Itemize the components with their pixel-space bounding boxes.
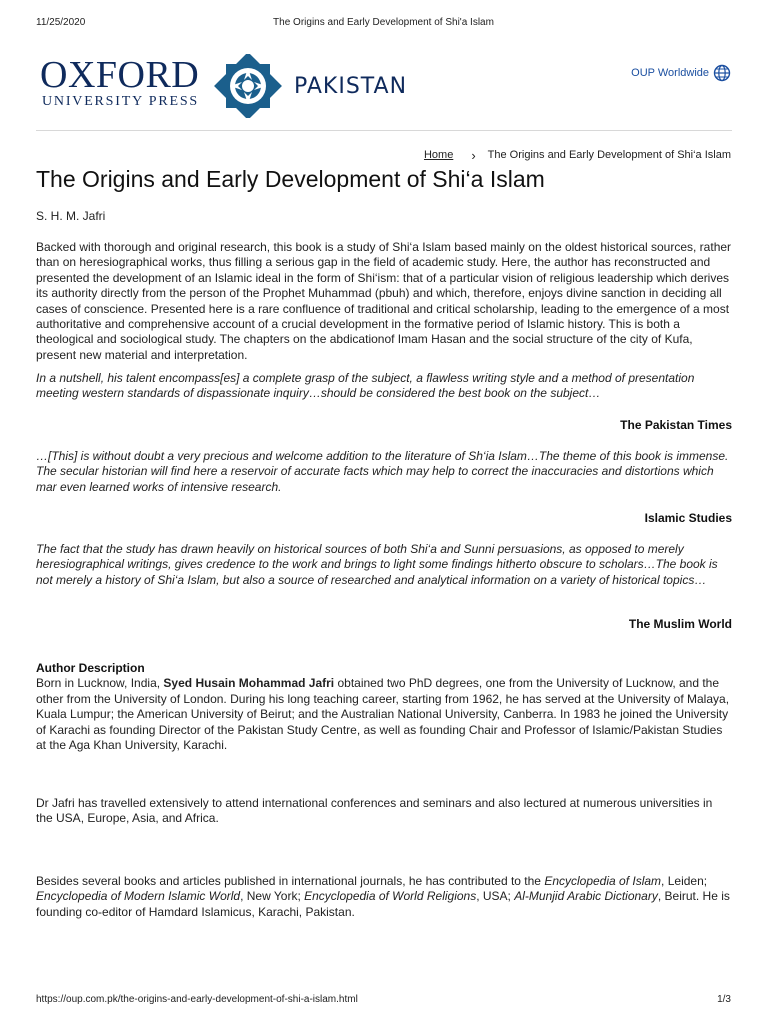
review-source: The Pakistan Times [620,418,732,432]
author-bio-text: Born in Lucknow, India, [36,676,164,691]
print-url: https://oup.com.pk/the-origins-and-early-development-of-shi-a-islam.html [36,994,358,1005]
author-travel-paragraph: Dr Jafri has travelled extensively to attend international conferences and seminars and also lectured at numerous universities in the USA, Europe, Asia, and Africa. [36,796,713,826]
contrib-text: , New York; [240,889,305,904]
print-date: 11/25/2020 [36,17,86,28]
logo-oxford-text: OXFORD [40,54,200,96]
page-title: The Origins and Early Development of Shi‘a Islam [36,166,545,192]
book-description: Backed with thorough and original research, this book is a study of Shi‘a Islam based mainly on the oldest historical sources, rather than on heresiographical works, thus filling a serious gap in the field of academic study. Here, the author has reconstructed and presented the development of an Islamic ideal in the form of Shi‘ism: that of a particular vision of religious leadership which derives its authority directly from the person of the Prophet Muhammad (pbuh) and which, therefore, enjoys divine sanction in deciding all cases of conscience. Presented here is a rare confluence of traditional and critical scholarship, leading to the emergence of a most authoritative and comprehensive account of a crucial development in the formative period of Islamic history. This is both a theological and sociological study. The chapters on the abdicationof Imam Hasan and the social structure of the city of Kufa, present new material and interpretation. [36,240,732,362]
contrib-text: , USA; [476,889,515,904]
breadcrumb [424,149,731,161]
book-author: S. H. M. Jafri [36,209,106,223]
header-divider [36,130,732,131]
review-quote: The fact that the study has drawn heavily on historical sources of both Shi‘a and Sunni persuasions, as opposed to merely heresiographical writings, gives credence to the work and brings to light some findings hitherto obscure to scholars…The book is not merely a history of Shi‘a Islam, but also a source of researched and analytical information on a variety of historical topics… [36,542,718,587]
print-footer [36,994,731,1008]
breadcrumb-current: The Origins and Early Development of Shi‘a Islam [487,149,731,161]
author-bio-text: obtained two PhD degrees, one from the University of Lucknow, and the other from the University of London. During his long teaching career, starting from 1962, he has served at the University of Malaya, Kuala Lumpur; the American University of Beirut; and the Australian National University, Canberra. In 1983 he joined the University of Karachi as founding Director of the Pakistan Study Centre, as well as founding Chair and Professor of Islamic/Pakistan Studies at the Aga Khan University, Karachi. [36,676,730,753]
print-page-title: The Origins and Early Development of Shi'a Islam [273,17,494,28]
contrib-work: Encyclopedia of Modern Islamic World [36,889,241,904]
breadcrumb-home-link[interactable]: Home [423,149,454,161]
author-full-name: Syed Husain Mohammad Jafri [163,676,335,691]
contrib-work: Encyclopedia of Islam [544,874,662,888]
oup-worldwide-label: OUP Worldwide [631,67,709,79]
contrib-work: Al-Munjid Arabic Dictionary [514,889,658,904]
chevron-right-icon: › [471,147,476,163]
oup-worldwide-link[interactable] [631,64,731,82]
author-description [36,661,732,753]
review-quote: In a nutshell, his talent encompass[es] a complete grasp of the subject, a flawless writing style and a method of presentation meeting western standards of dispassionate inquiry…should be considered the best book on the subject… [36,371,695,401]
contrib-text: , Leiden; [661,874,708,888]
oup-emblem-icon [214,54,282,118]
logo-region-text: PAKISTAN [294,74,408,99]
print-page-number: 1/3 [717,994,731,1005]
print-header [36,17,731,31]
globe-icon [713,64,731,82]
author-contributions-paragraph [36,874,732,920]
contrib-text: , Beirut. He is founding co-editor of Hamdard Islamicus, Karachi, Pakistan. [36,889,730,919]
contrib-text: Besides several books and articles published in international journals, he has contributed to the [36,874,545,888]
review-quote: …[This] is without doubt a very precious and welcome addition to the literature of Sh‘ia Islam…The theme of this book is immense. The secular historian will find here a reservoir of accurate facts which may help to correct the inaccuracies and distortions which mar even learned works of intensive research. [36,449,729,494]
logo-university-press-text: UNIVERSITY PRESS [42,94,200,109]
review-source: Islamic Studies [644,511,732,525]
contrib-work: Encyclopedia of World Religions [304,889,477,904]
author-description-heading: Author Description [36,661,145,675]
review-source: The Muslim World [628,617,732,631]
author-bio-paragraph [36,676,732,753]
